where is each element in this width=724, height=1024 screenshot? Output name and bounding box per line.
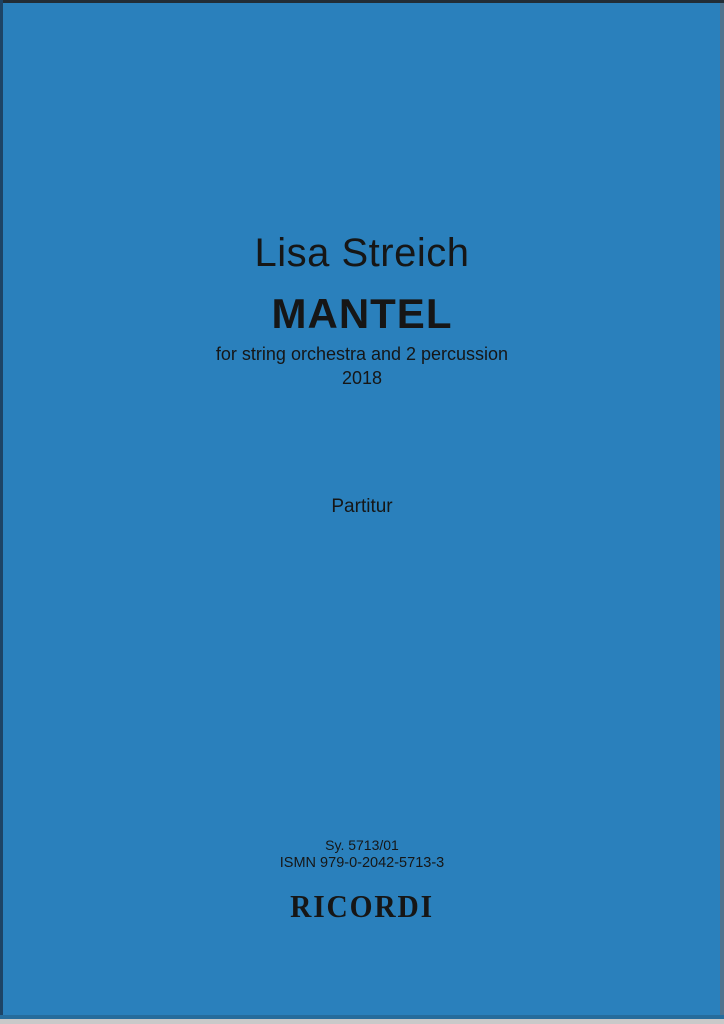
composer-name: Lisa Streich <box>254 231 470 275</box>
publisher-logo: RICORDI <box>290 888 434 924</box>
edition-label: Partitur <box>331 496 393 517</box>
catalog-number: Sy. 5713/01 <box>325 837 399 853</box>
scan-edge-top <box>0 0 724 3</box>
ismn-number: ISMN 979-0-2042-5713-3 <box>279 855 445 871</box>
scan-edge-bottom-gray <box>0 1019 724 1024</box>
work-title: MANTEL <box>271 290 453 337</box>
scan-edge-right <box>720 3 724 1015</box>
work-subtitle: for string orchestra and 2 percussion <box>215 344 509 364</box>
work-year: 2018 <box>341 368 383 388</box>
scan-edge-left <box>0 0 3 1015</box>
